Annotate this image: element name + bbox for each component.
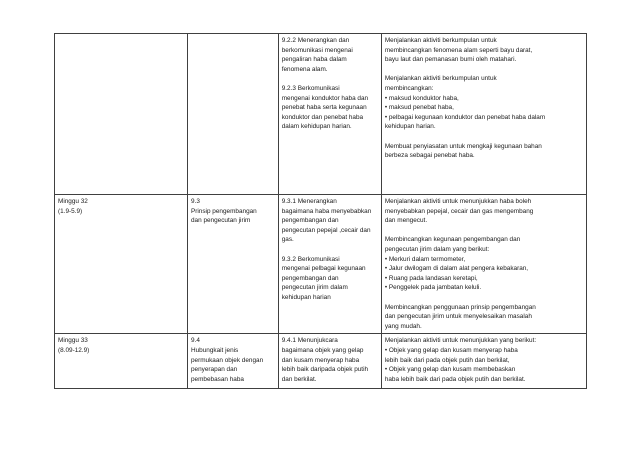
text-line: • maksud penebat haba, <box>384 104 454 112</box>
text-line: pengaliran haba dalam <box>281 56 347 64</box>
text-line: • Merkuri dalam termometer, <box>384 255 466 263</box>
text-line: bayu laut dan pemanasan bumi oleh matahari. <box>384 56 517 64</box>
text-line: • Objek yang gelap dan kusam menyerap haba <box>384 346 518 354</box>
text-line: Hubungkait jenis <box>191 346 239 354</box>
text-line: Minggu 33 <box>58 337 88 345</box>
table-row <box>55 195 587 334</box>
text-line: 9.3.2 Berkomunikasi <box>281 255 340 263</box>
text-line: mengenai pelbagai kegunaan <box>281 265 366 273</box>
text-line: • pelbagai kegunaan konduktor dan penebat haba dalam <box>384 113 546 121</box>
text-line: berbeza sebagai penebat haba. <box>384 152 475 160</box>
activities-cell <box>381 334 586 389</box>
lesson-plan-table <box>54 33 587 389</box>
text-line: membincangkan fenomena alam seperti bayu darat, <box>384 46 533 54</box>
text-line: 9.2.3 Berkomunikasi <box>281 84 340 92</box>
paragraph-gap <box>282 245 378 255</box>
table-row <box>55 34 587 195</box>
text-line: gas. <box>281 236 294 244</box>
paragraph-gap <box>385 132 583 142</box>
text-line: dan kusam menyerap haba <box>281 356 360 364</box>
text-line: penyerapan dan <box>191 366 238 374</box>
week-cell <box>55 34 188 195</box>
topic-cell <box>188 334 279 389</box>
text-line: lebih baik daripada objek putih <box>281 366 369 374</box>
paragraph-gap <box>385 293 583 303</box>
text-line: 9.3 <box>191 198 200 205</box>
text-line: Menjalankan aktiviti untuk menunjukkan haba boleh <box>384 198 532 205</box>
text-line: bagaimana objek yang gelap <box>281 346 364 354</box>
text-line: kehidupan harian <box>281 293 331 301</box>
text-line: Membincangkan kegunaan pengembangan dan <box>384 236 521 244</box>
text-line: permukaan objek dengan <box>191 356 264 364</box>
objectives-cell <box>278 334 381 389</box>
activities-cell <box>381 195 586 334</box>
paragraph-gap <box>385 226 583 236</box>
objectives-cell <box>278 195 381 334</box>
text-line: mengenai konduktor haba dan <box>281 94 369 102</box>
paragraph-gap <box>385 65 583 75</box>
text-line: pengecutan pepejal ,cecair dan <box>281 226 371 234</box>
text-line: pembebasan haba <box>191 375 244 383</box>
text-line: dan pengecutan jirim untuk menyelesaikan masalah <box>384 313 532 321</box>
text-line: pengecutan jirim dalam <box>281 284 348 292</box>
text-line: Menjalankan aktiviti untuk menunjukkan yang berikut: <box>384 337 537 345</box>
text-line: yang mudah. <box>384 322 422 330</box>
text-line: Membincangkan penggunaan prinsip pengembangan <box>384 303 536 311</box>
text-line: dan mengecut. <box>384 217 428 225</box>
text-line: penebat haba serta kegunaan <box>281 104 367 112</box>
text-line: berkomunikasi mengenai <box>281 46 353 54</box>
week-cell <box>55 195 188 334</box>
text-line: • Jalur dwilogam di dalam alat pengera kebakaran, <box>384 265 529 273</box>
text-line: Minggu 32 <box>58 198 88 205</box>
text-line: Menjalankan aktiviti berkumpulan untuk <box>384 75 497 83</box>
text-line: 9.2.2 Menerangkan dan <box>281 37 350 44</box>
text-line: • Ruang pada landasan keretapi, <box>384 274 478 282</box>
text-line: haba lebih baik dari pada objek putih dan berkilat. <box>384 375 526 383</box>
text-line: bagaimana haba menyebabkan <box>281 207 372 215</box>
text-line: membincangkan: <box>384 84 434 92</box>
text-line: konduktor dan penebat haba <box>281 113 364 121</box>
text-line: Menjalankan aktiviti berkumpulan untuk <box>384 37 497 44</box>
text-line: • Objek yang gelap dan kusam membebaskan <box>384 366 516 374</box>
topic-cell <box>188 195 279 334</box>
text-line: Membuat penyiasatan untuk mengkaji kegunaan bahan <box>384 142 542 150</box>
topic-cell <box>188 34 279 195</box>
text-line: menyebabkan pepejal, cecair dan gas mengembang <box>384 207 534 215</box>
text-line: dan berkilat. <box>281 375 317 383</box>
objectives-cell <box>278 34 381 195</box>
text-line: pengecutan jirim dalam yang berikut: <box>384 245 490 253</box>
text-line: dalam kehidupan harian. <box>281 123 352 131</box>
text-line: kehidupan harian. <box>384 123 436 131</box>
paragraph-gap <box>282 74 378 84</box>
text-line: • Penggelek pada jambatan keluli. <box>384 284 482 292</box>
text-line: (1.9-5.9) <box>58 207 83 215</box>
text-line: pengembangan dan <box>281 274 339 282</box>
text-line: pengembangan dan <box>281 217 339 225</box>
text-line: dan pengecutan jirim <box>191 217 251 225</box>
text-line: Prinsip pengembangan <box>191 207 257 215</box>
text-line: 9.4 <box>191 337 200 345</box>
text-line: 9.4.1 Menunjukcara <box>281 337 338 345</box>
table-row <box>55 334 587 389</box>
week-cell <box>55 334 188 389</box>
text-line: 9.3.1 Menerangkan <box>281 198 337 205</box>
text-line: lebih baik dari pada objek putih dan berkilat, <box>384 356 510 364</box>
text-line: (8.09-12.9) <box>58 346 90 354</box>
activities-cell <box>381 34 586 195</box>
text-line: • maksud konduktor haba, <box>384 94 459 102</box>
text-line: fenomena alam. <box>281 65 328 73</box>
